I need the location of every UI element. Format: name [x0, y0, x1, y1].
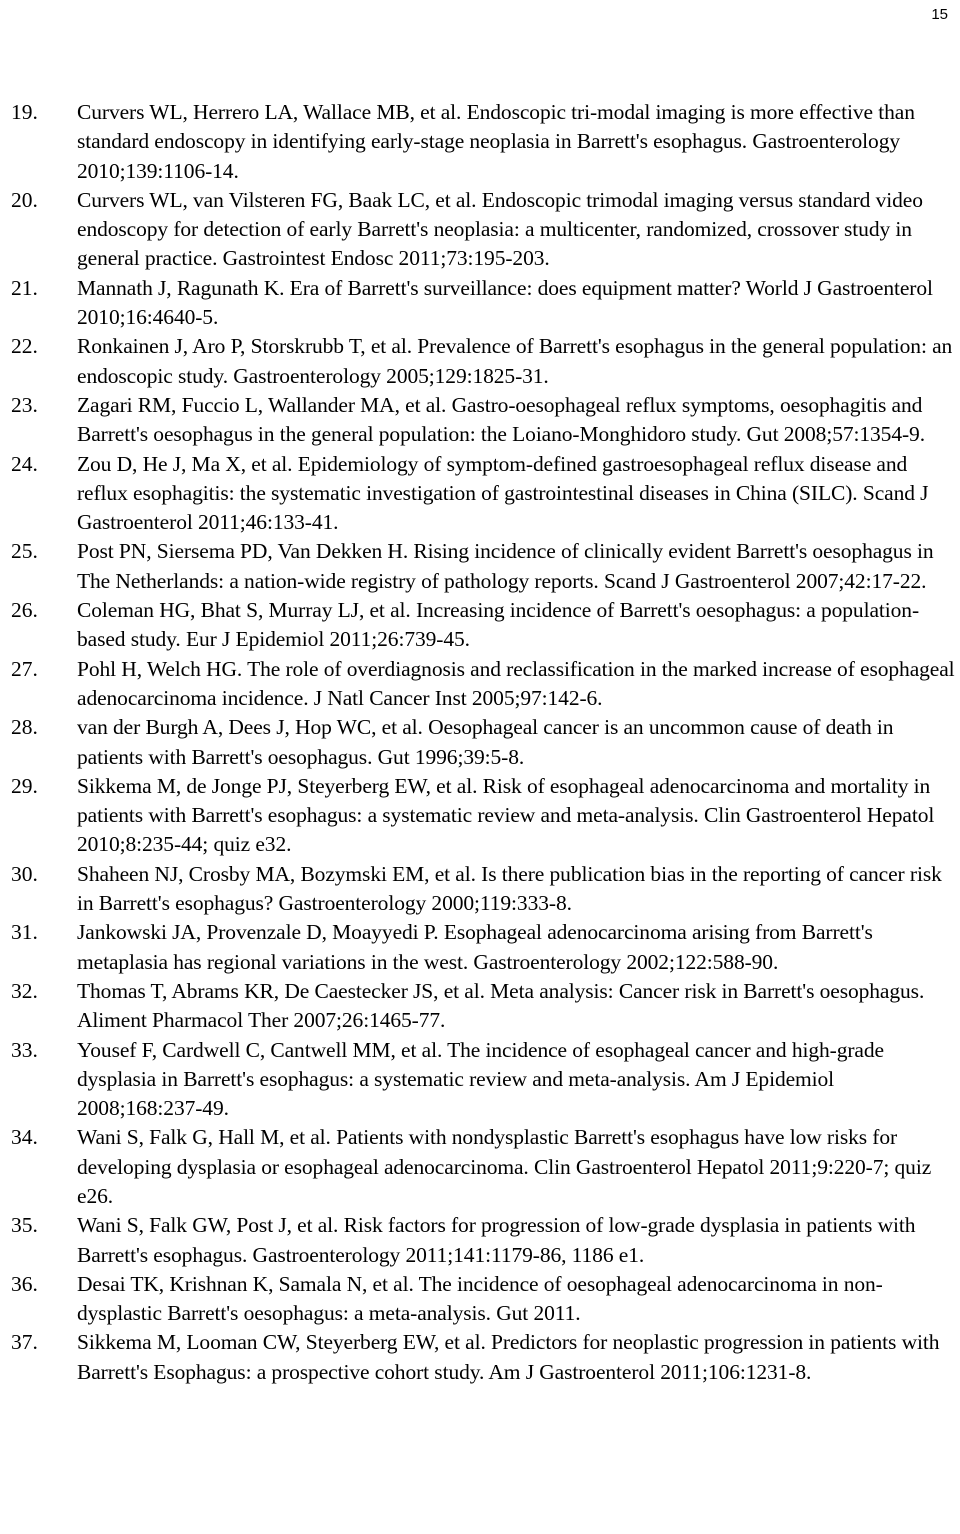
reference-number: 27.	[11, 656, 38, 681]
reference-text: van der Burgh A, Dees J, Hop WC, et al. Oesophageal cancer is an uncommon cause of death in patients with Barrett's oesophagus. Gut 1996;39:5-8.	[77, 715, 894, 769]
reference-number: 35.	[11, 1213, 38, 1238]
reference-item	[0, 713, 960, 772]
reference-item	[0, 1123, 960, 1211]
reference-item	[0, 391, 960, 450]
reference-text: Coleman HG, Bhat S, Murray LJ, et al. Increasing incidence of Barrett's oesophagus: a population-based study. Eur J Epidemiol 2011;26:739-45.	[77, 598, 920, 652]
reference-item	[0, 332, 960, 391]
reference-number: 29.	[11, 773, 38, 798]
reference-item	[0, 186, 960, 274]
reference-number: 26.	[11, 598, 38, 623]
reference-text: Jankowski JA, Provenzale D, Moayyedi P. Esophageal adenocarcinoma arising from Barrett's metaplasia has regional variations in the west. Gastroenterology 2002;122:588-90.	[77, 920, 873, 974]
reference-number: 25.	[11, 539, 38, 564]
reference-item	[0, 537, 960, 596]
reference-text: Pohl H, Welch HG. The role of overdiagnosis and reclassification in the marked increase of esophageal adenocarcinoma incidence. J Natl Cancer Inst 2005;97:142-6.	[77, 656, 955, 710]
reference-item	[0, 450, 960, 538]
reference-number: 22.	[11, 334, 38, 359]
reference-item	[0, 1211, 960, 1270]
reference-item	[0, 1270, 960, 1329]
reference-text: Post PN, Siersema PD, Van Dekken H. Rising incidence of clinically evident Barrett's oesophagus in The Netherlands: a nation-wide registry of pathology reports. Scand J Gastroenterol 2007;42:17-22.	[77, 539, 934, 593]
reference-number: 24.	[11, 451, 38, 476]
reference-item	[0, 918, 960, 977]
reference-text: Sikkema M, de Jonge PJ, Steyerberg EW, et al. Risk of esophageal adenocarcinoma and mortality in patients with Barrett's esophagus: a systematic review and meta-analysis. Clin Gastroenterol Hepatol 2010;8:235-44; quiz e32.	[77, 773, 935, 857]
reference-text: Yousef F, Cardwell C, Cantwell MM, et al. The incidence of esophageal cancer and high-grade dysplasia in Barrett's esophagus: a systematic review and meta-analysis. Am J Epidemiol 2008;168:237-49.	[77, 1037, 884, 1121]
reference-text: Zou D, He J, Ma X, et al. Epidemiology of symptom-defined gastroesophageal reflux disease and reflux esophagitis: the systematic investigation of gastrointestinal diseases in China (SILC). Scand J Gastroenterol 2011;46:133-41.	[77, 451, 929, 535]
reference-number: 31.	[11, 920, 38, 945]
reference-text: Sikkema M, Looman CW, Steyerberg EW, et al. Predictors for neoplastic progression in patients with Barrett's Esophagus: a prospective cohort study. Am J Gastroenterol 2011;106:1231-8.	[77, 1330, 940, 1384]
reference-text: Wani S, Falk G, Hall M, et al. Patients with nondysplastic Barrett's esophagus have low risks for developing dysplasia or esophageal adenocarcinoma. Clin Gastroenterol Hepatol 2011;9:220-7; quiz e26.	[77, 1125, 932, 1208]
reference-number: 20.	[11, 187, 38, 212]
reference-item	[0, 1036, 960, 1124]
reference-number: 28.	[11, 715, 38, 740]
reference-text: Curvers WL, Herrero LA, Wallace MB, et al. Endoscopic tri-modal imaging is more effective than standard endoscopy in identifying early-stage neoplasia in Barrett's esophagus. Gastroenterology 2010;139:1106-14.	[77, 100, 915, 183]
reference-item	[0, 860, 960, 919]
reference-number: 34.	[11, 1125, 38, 1150]
reference-number: 37.	[11, 1330, 38, 1355]
reference-text: Desai TK, Krishnan K, Samala N, et al. The incidence of oesophageal adenocarcinoma in non-dysplastic Barrett's oesophagus: a meta-analysis. Gut 2011.	[77, 1271, 883, 1326]
reference-text: Wani S, Falk GW, Post J, et al. Risk factors for progression of low-grade dysplasia in patients with Barrett's esophagus. Gastroenterology 2011;141:1179-86, 1186 e1.	[77, 1213, 916, 1267]
reference-number: 30.	[11, 861, 38, 886]
reference-item	[0, 274, 960, 333]
reference-number: 21.	[11, 275, 38, 300]
page-number: 15	[931, 6, 948, 23]
reference-text: Ronkainen J, Aro P, Storskrubb T, et al. Prevalence of Barrett's esophagus in the general population: an endoscopic study. Gastroenterology 2005;129:1825-31.	[77, 334, 953, 388]
reference-number: 36.	[11, 1271, 38, 1296]
reference-text: Curvers WL, van Vilsteren FG, Baak LC, et al. Endoscopic trimodal imaging versus standard video endoscopy for detection of early Barrett's neoplasia: a multicenter, randomized, crossover study in general practice. Gastrointest Endosc 2011;73:195-203.	[77, 187, 923, 271]
reference-item	[0, 98, 960, 186]
reference-number: 32.	[11, 978, 38, 1003]
reference-number: 19.	[11, 100, 38, 124]
reference-item	[0, 772, 960, 860]
reference-item	[0, 977, 960, 1036]
reference-list	[0, 98, 960, 1387]
reference-text: Mannath J, Ragunath K. Era of Barrett's surveillance: does equipment matter? World J Gastroenterol 2010;16:4640-5.	[77, 275, 933, 330]
reference-number: 23.	[11, 392, 38, 417]
reference-item	[0, 655, 960, 714]
reference-item	[0, 596, 960, 655]
reference-text: Shaheen NJ, Crosby MA, Bozymski EM, et al. Is there publication bias in the reporting of cancer risk in Barrett's esophagus? Gastroenterology 2000;119:333-8.	[77, 861, 942, 916]
reference-item	[0, 1328, 960, 1387]
reference-text: Zagari RM, Fuccio L, Wallander MA, et al. Gastro-oesophageal reflux symptoms, oesophagitis and Barrett's oesophagus in the general population: the Loiano-Monghidoro study. Gut 2008;57:1354-9.	[77, 392, 925, 447]
reference-text: Thomas T, Abrams KR, De Caestecker JS, et al. Meta analysis: Cancer risk in Barrett's oesophagus. Aliment Pharmacol Ther 2007;26:1465-77.	[77, 978, 925, 1033]
reference-number: 33.	[11, 1037, 38, 1062]
